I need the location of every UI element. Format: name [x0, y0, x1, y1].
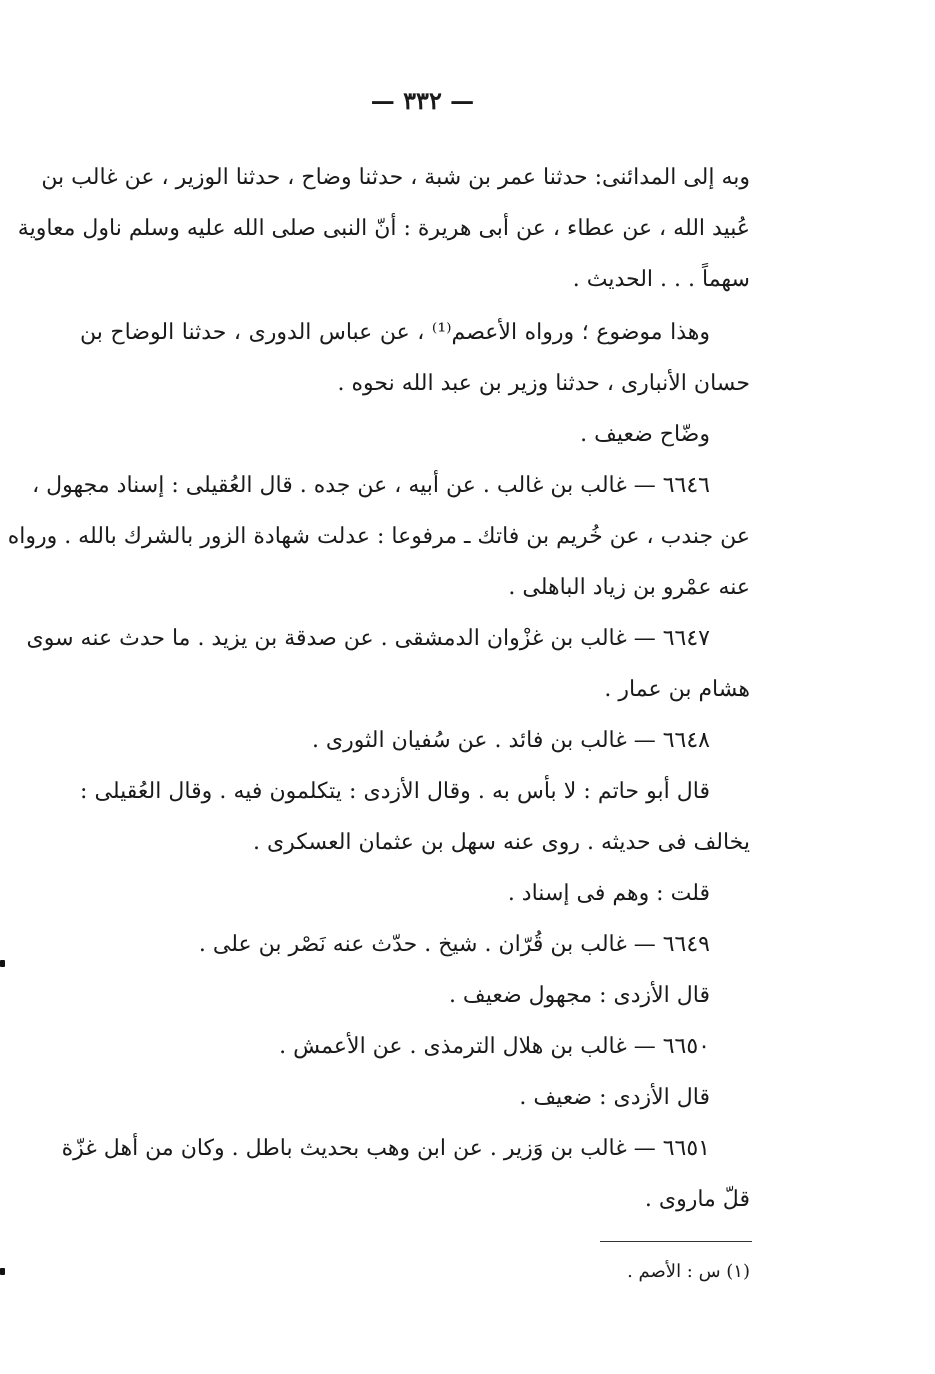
text-line: عنه عمْرو بن زياد الباهلى .: [508, 575, 750, 600]
text-line: وبه إلى المدائنى: حدثنا عمر بن شبة ، حدثنا وضاح ، حدثنا الوزير ، عن غالب بن: [41, 165, 750, 190]
text-line: عُبيد الله ، عن عطاء ، عن أبى هريرة : أنّ النبى صلى الله عليه وسلم ناول معاوية: [17, 216, 750, 241]
text-line: وهذا موضوع ؛ ورواه الأعصم⁽¹⁾ ، عن عباس الدورى ، حدثنا الوضاح بن: [80, 320, 710, 345]
text-line: وضّاح ضعيف .: [580, 422, 710, 447]
text-line: حسان الأنبارى ، حدثنا وزير بن عبد الله نحوه .: [337, 371, 750, 396]
text-line: قال الأزدى : مجهول ضعيف .: [448, 983, 710, 1008]
text-line: قال أبو حاتم : لا بأس به . وقال الأزدى : يتكلمون فيه . وقال العُقيلى :: [80, 779, 710, 804]
main-text: [7, 152, 750, 1225]
entry-line: ٦٦٤٨ — غالب بن فائد . عن سُفيان الثورى .: [311, 728, 710, 753]
entry-line: ٦٦٥٠ — غالب بن هلال الترمذى . عن الأعمش .: [279, 1034, 710, 1059]
text-line: عن جندب ، عن خُريم بن فاتك ـ مرفوعا : عدلت شهادة الزور بالشرك بالله . ورواه: [7, 524, 750, 549]
text-line: سهماً . . . الحديث .: [572, 267, 750, 292]
entry-line: ٦٦٤٩ — غالب بن قُرّان . شيخ . حدّث عنه نَصْر بن على .: [198, 932, 710, 957]
entry-line: ٦٦٤٦ — غالب بن غالب . عن أبيه ، عن جده . قال العُقيلى : إسناد مجهول ،: [32, 473, 710, 498]
footnote-separator: [600, 1241, 752, 1242]
entry-line: ٦٦٥١ — غالب بن وَزير . عن ابن وهب بحديث باطل . وكان من أهل غزّة: [61, 1136, 710, 1161]
text-line: قال الأزدى : ضعيف .: [519, 1085, 710, 1110]
margin-mark: [0, 1268, 5, 1275]
footnote: (١) س : الأصم .: [627, 1261, 750, 1282]
entry-line: ٦٦٤٧ — غالب بن غزْوان الدمشقى . عن صدقة بن يزيد . ما حدث عنه سوى: [26, 626, 710, 651]
text-line: قلت : وهم فى إسناد .: [507, 881, 710, 906]
text-line: هشام بن عمار .: [604, 677, 750, 702]
margin-mark: [0, 960, 5, 967]
text-line: يخالف فى حديثه . روى عنه سهل بن عثمان العسكرى .: [252, 830, 750, 855]
text-line: قلّ ماروى .: [644, 1187, 750, 1212]
page-number: — ٣٣٢ —: [370, 86, 475, 115]
